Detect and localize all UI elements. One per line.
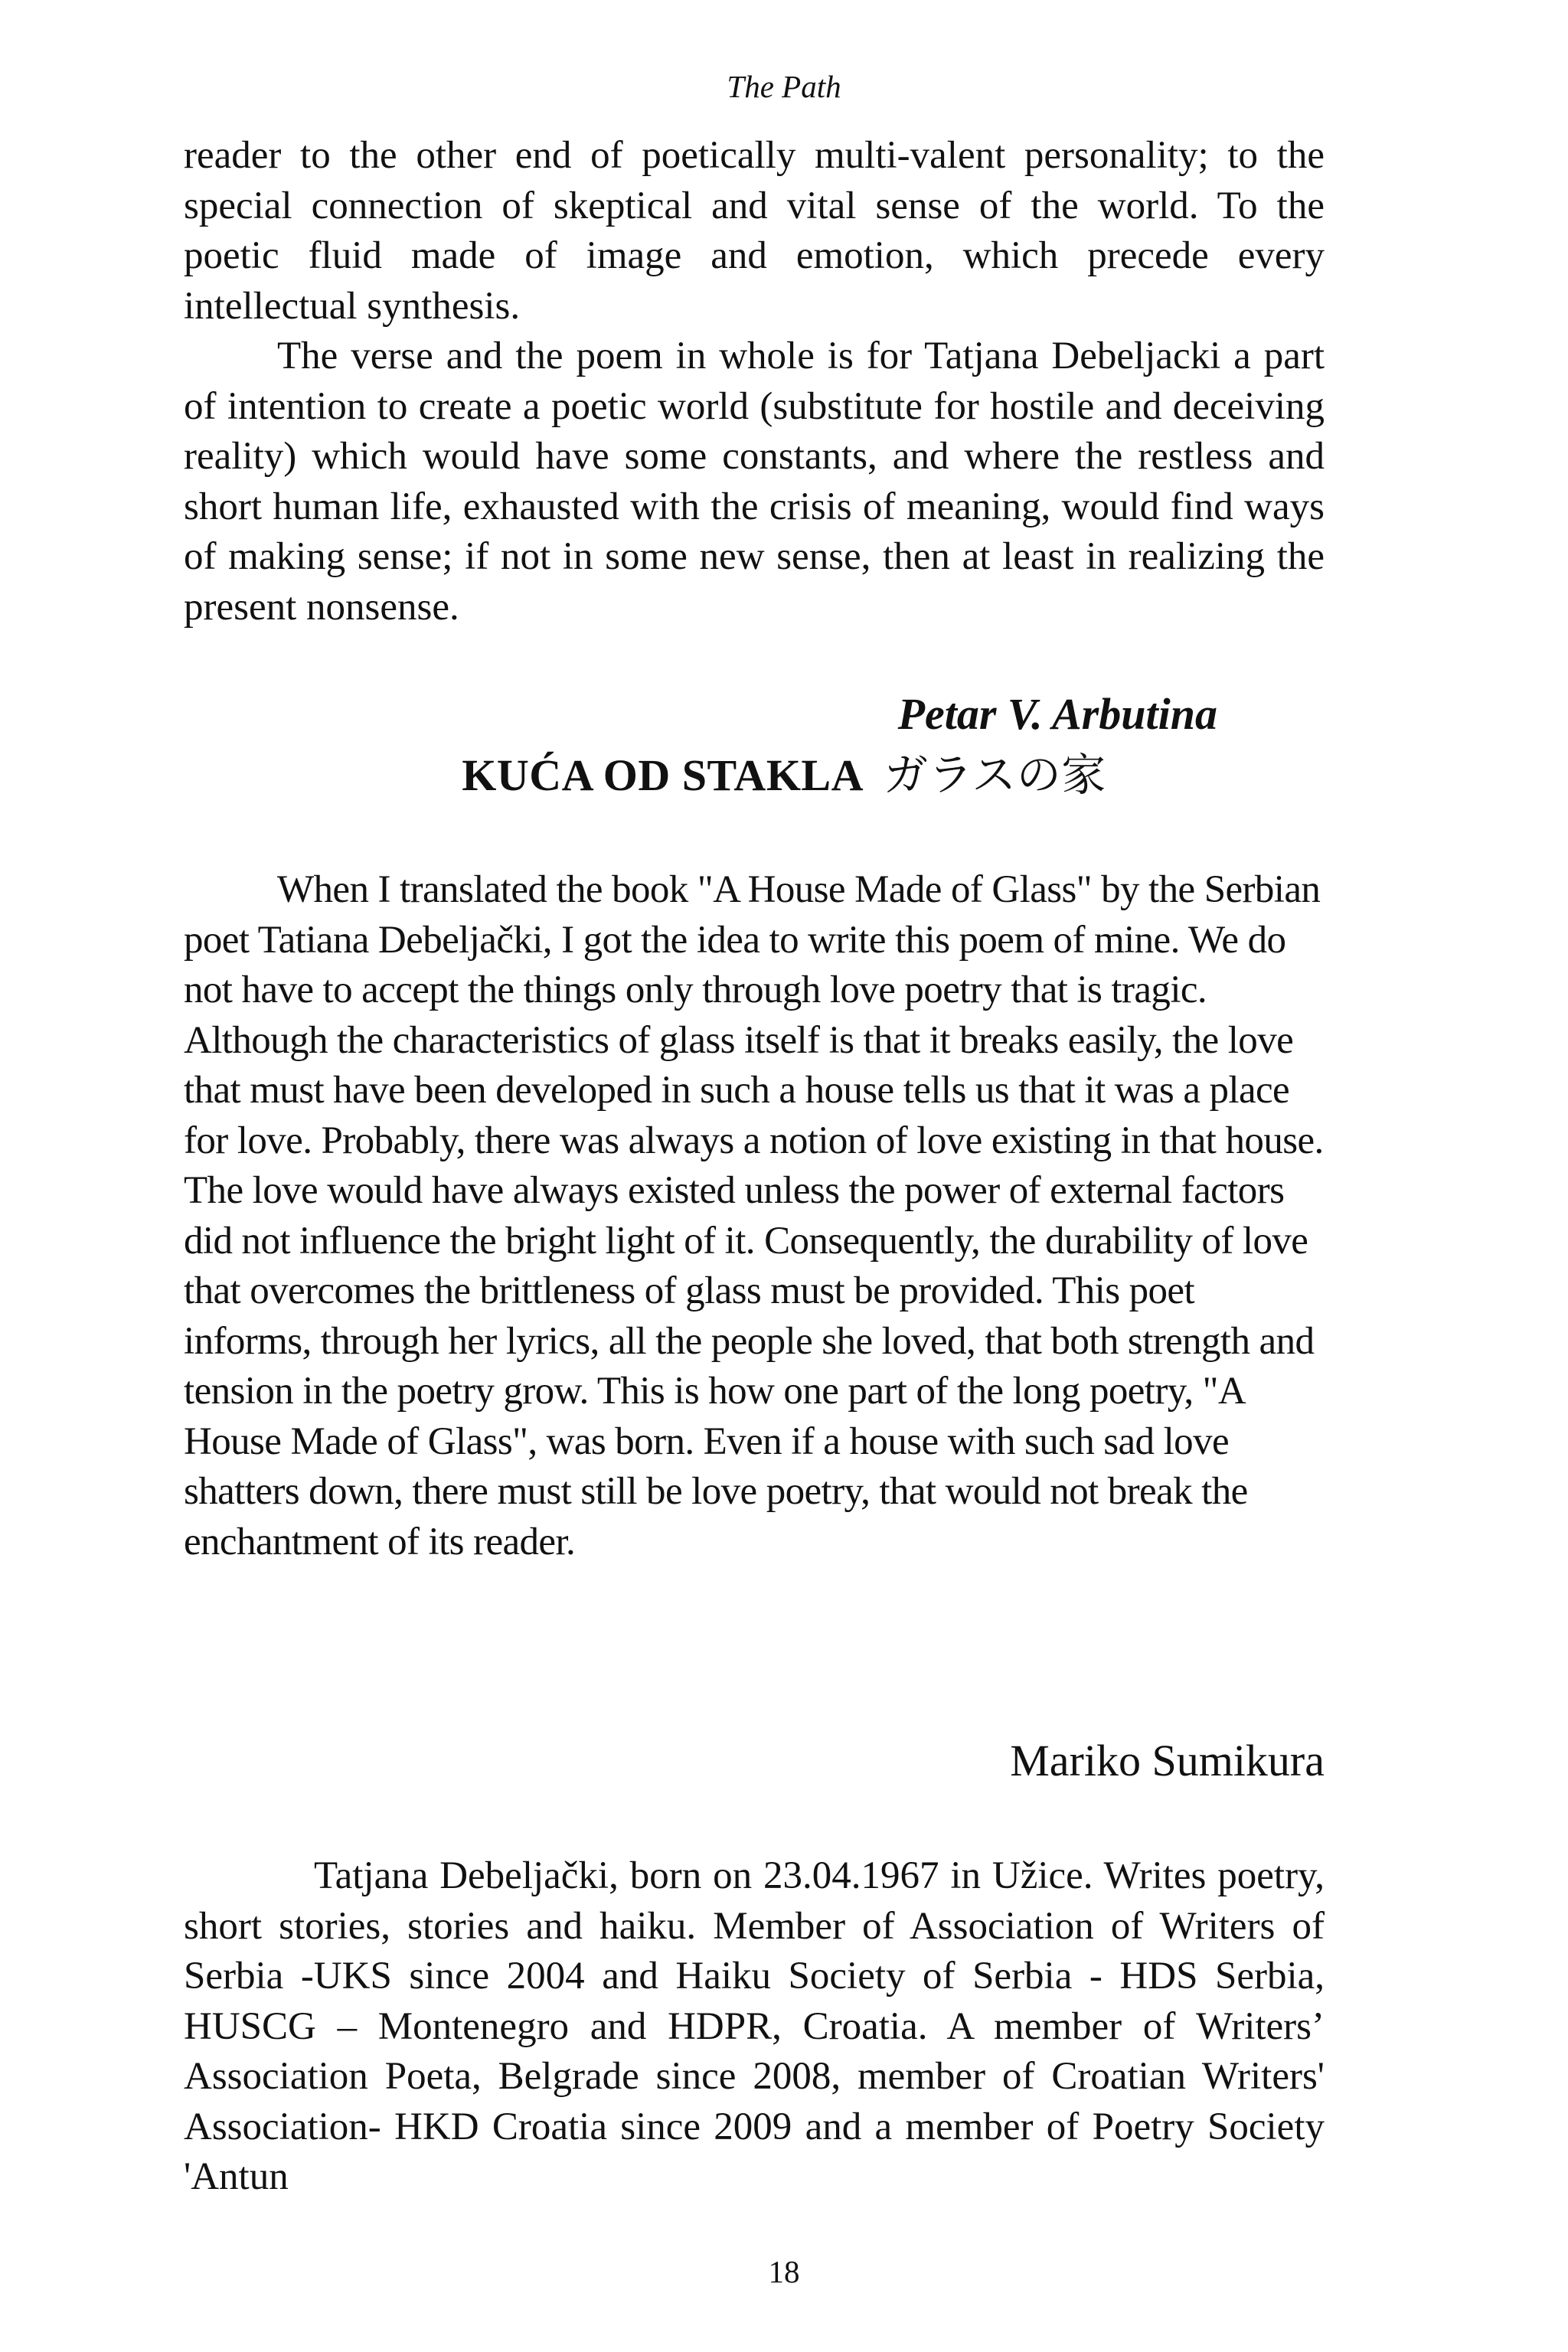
bio-section — [184, 1851, 1325, 2203]
translator-note-paragraph: When I translated the book "A House Made of Glass" by the Serbian poet Tatiana Debeljački, I got the idea to write this poem of mine. We do not have to accept the things only through love poetry that is tragic. Although the characteristics of glass itself is that it breaks easily, the love that must have been developed in such a house tells us that it was a place for love. Probably, there was always a notion of love existing in that house. The love would have always existed unless the power of external factors did not influence the bright light of it. Consequently, the durability of love that overcomes the brittleness of glass must be provided. This poet informs, through her lyrics, all the people she loved, that both strength and tension in the poetry grow. This is how one part of the long poetry, "A House Made of Glass", was born. Even if a house with such sad love shatters down, there must still be love poetry, that would not break the enchantment of its reader. — [184, 868, 1324, 1563]
intro-paragraph-1: reader to the other end of poetically multi-valent personality; to the special connection of skeptical and vital sense of the world. To the poetic fluid made of image and emotion, which precede every intellectual synthesis. — [184, 134, 1325, 328]
page-number: 18 — [768, 2254, 800, 2289]
section-title-serbian: KUĆA OD STAKLA — [462, 750, 864, 800]
intro-section — [184, 131, 1325, 632]
bio-paragraph: Tatjana Debeljački, born on 23.04.1967 in Užice. Writes poetry, short stories, stories and haiku. Member of Association of Writers of Serbia -UKS since 2004 and Haiku Society of Serbia - HDS Serbia, HUSCG – Montenegro and HDPR, Croatia. A member of Writers’ Association Poeta, Belgrade since 2008, member of Croatian Writers' Association- HKD Croatia since 2009 and a member of Poetry Society 'Antun — [184, 1854, 1325, 2198]
running-header: The Path — [727, 69, 841, 104]
translator-note-section — [184, 865, 1325, 1567]
translator-signature: Mariko Sumikura — [1010, 1736, 1325, 1785]
section-title-japanese: ガラスの家 — [884, 749, 1106, 801]
section-title — [0, 746, 1568, 804]
intro-paragraph-2: The verse and the poem in whole is for Tatjana Debeljacki a part of intention to create a poetic world (substitute for hostile and deceiving reality) which would have some constants, and where the restless and short human life, exhausted with the crisis of meaning, would find ways of making sense; if not in some new sense, then at least in realizing the present nonsense. — [184, 335, 1325, 629]
section-author: Petar V. Arbutina — [897, 689, 1217, 739]
